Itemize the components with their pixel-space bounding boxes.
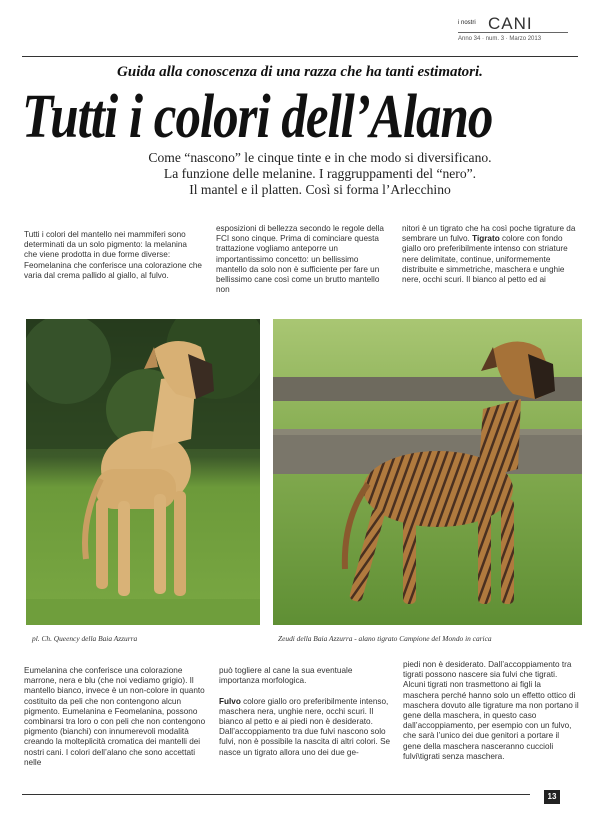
article-headline: Tutti i colori dell’Alano	[22, 83, 493, 152]
masthead-rule	[458, 32, 568, 33]
subhead-line: Il mantel e il platten. Così si forma l’Arlecchino	[189, 182, 451, 197]
page-number: 13	[544, 790, 560, 804]
magazine-masthead	[450, 14, 570, 50]
subhead-line: La funzione delle melanine. I raggruppamenti del “nero”.	[163, 166, 477, 181]
magazine-name: CANI	[488, 14, 533, 33]
term-tigrato: Tigrato	[472, 234, 500, 244]
text-column-3	[402, 224, 578, 285]
col3-rest: colore con fondo giallo oro preferibilmente intenso con striature nere delimitate, continue, uniformemente distribuite e simmetriche, maschera e unghie nere, occhi scuri. Il bianco al petto ed ai	[402, 234, 568, 285]
top-divider	[22, 56, 578, 57]
text-column-6: piedi non è desiderato. Dall’accoppiamento tra tigrati possono nascere sia fulvi che tigrati. Alcuni tigrati non trasmettono ai figli la maschera perché hanno solo un effetto ottico di maschera dovuto alle tigrature ma non portano il gene della maschera, in questo caso dall’accoppiamento, per esempio con un fulvo, che sarà l’unico dei due genitori a portare il gene della maschera nasceranno cuccioli fulvi\tigrati senza maschera.	[403, 660, 579, 761]
brindle-dog-illustration	[273, 319, 582, 625]
text-column-4: Eumelanina che conferisce una colorazione marrone, nera e blu (che noi vediamo grigio). Il mantello bianco, invece è un non-colore in quanto costituito da peli che non contengono alcun pigmento. Eumelanina e Feomelanina, possono combinarsi tra loro o con peli che non contengono pigmento (bianchi) con innumerevoli modalità creando la molteplicità cromatica dei mantelli dei nostri cani. I colori dell’alano che sono accettati nelle	[24, 666, 206, 767]
col5-intro: può togliere al cane la sua eventuale importanza morfologica.	[219, 666, 353, 686]
masthead-small-label: i nostri	[458, 20, 476, 26]
subhead-line: Come “nascono” le cinque tinte e in che modo si diversificano.	[148, 150, 492, 165]
col5-rest: colore giallo oro preferibilmente intenso, maschera nera, unghie nere, occhi scuri. Il bianco al petto e ai piedi non è desiderato. Dall’accoppiamento tra due fulvi nascono solo fulvi, non è possibile la nascita di altri colori. Se nasce un tigrato allora uno dei due ge-	[219, 696, 391, 757]
text-column-5	[219, 666, 391, 758]
issue-info: Anno 34 · num. 3 · Marzo 2013	[458, 36, 542, 42]
bottom-divider	[22, 794, 530, 795]
text-column-2: esposizioni di bellezza secondo le regole della FCI sono cinque. Prima di cominciare questa trattazione vogliamo anteporre un importantissimo concetto: un bellissimo mantello da solo non è sufficiente per fare un bellissimo cane così come un brutto mantello non	[216, 224, 384, 295]
fawn-dog-illustration	[26, 319, 260, 625]
photo1-caption: pl. Ch. Queency della Baia Azzurra	[32, 634, 138, 643]
kicker: Guida alla conoscenza di una razza che ha tanti estimatori.	[117, 64, 483, 80]
term-fulvo: Fulvo	[219, 696, 241, 706]
text-column-1: Tutti i colori del mantello nei mammiferi sono determinati da un solo pigmento: la melanina che viene prodotta in due forme diverse: Feomelanina che conferisce una colorazione che varia dal crema pallido al giallo, al fulvo.	[24, 230, 202, 280]
col3-intro: nitori è un tigrato che ha così poche tigrature da sembrare un fulvo.	[402, 224, 576, 244]
photo2-caption: Zeudi della Baia Azzurra - alano tigrato Campione del Mondo in carica	[278, 634, 492, 643]
photo-brindle-great-dane	[273, 319, 582, 625]
article-subhead	[100, 150, 540, 198]
photo-fawn-great-dane	[26, 319, 260, 625]
